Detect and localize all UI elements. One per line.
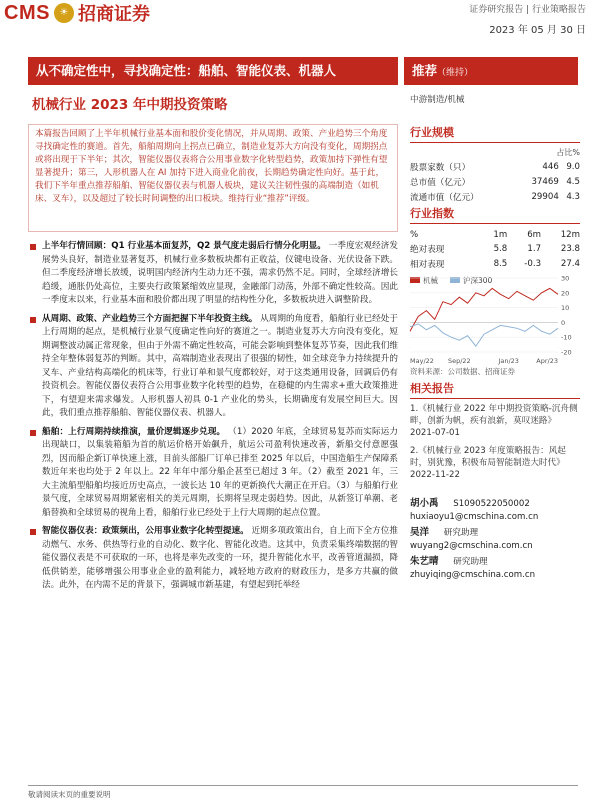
summary-box: 本篇报告回顾了上半年机械行业基本面和股价变化情况，并从周期、政策、产业趋势三个角度寻找确定性的赛道。首先，船舶周期向上拐点已确立，制造业复苏大方向没有变化，周期拐点或将出现于下半年；其次，智能仪器仪表将合公用事业数字化转型趋势，政策加持下弹性有望显著提升；第三，人形机器人在 AI 加持下进入商业化前夜，长期趋势确定性向好。基于此，我们下半年重点推荐船舶、智能仪器仪表与机器人板块，建议关注韧性强的高端制造（如机床、叉车），以及超过了较长时间调整的出口板块。维持行业“推荐”评级。	[28, 124, 398, 232]
report-subtitle-banner: 从不确定性中，寻找确定性：船舶、智能仪表、机器人	[28, 57, 398, 85]
related-reports-panel	[410, 380, 580, 487]
industry-path	[410, 93, 580, 105]
bullet-icon	[30, 430, 36, 436]
row-value: 37469	[531, 176, 559, 187]
pct-col-header: 占比%	[556, 148, 580, 157]
report-title: 机械行业 2023 年中期投资策略	[32, 97, 228, 113]
x-tick-label: Sep/22	[447, 357, 471, 365]
y-tick-label: 20	[561, 289, 570, 298]
report-type: 证券研究报告 | 行业策略报告	[469, 5, 586, 15]
industry-path-text: 中游制造/机械	[410, 95, 465, 105]
row-value: -0.3	[524, 258, 542, 269]
legend-label: 机械	[423, 276, 438, 285]
col-header: %	[410, 229, 419, 240]
y-tick-label: 0	[561, 318, 566, 327]
rating-banner	[404, 57, 578, 85]
analyst-card	[410, 498, 580, 523]
chart-source: 资料来源：公司数据、招商证券	[410, 367, 515, 376]
section-shipbuilding	[28, 426, 398, 521]
series-line-1	[410, 324, 558, 346]
y-tick-label: -10	[561, 333, 572, 342]
table-header-row	[410, 228, 580, 241]
section-body: 一季度宏观经济发展势头良好，制造业显著复苏，机械行业多数板块都有正收益，仪键电设备、光伏设备下跌。但二季度经济增长放缓，说明国内经济内生动力还不强，需求仍然不足。同时，全球经济增长趋缓，通胀仍处高位，主要央行政策紧缩效应显现，金融部门动荡，外部不确定性较高。因此一季度末以来，行业基本面和股价都出现了明显的结构性分化，多数板块进入调整阶段。	[42, 241, 398, 305]
row-value: 23.8	[560, 243, 580, 254]
row-value: 8.5	[493, 258, 508, 269]
row-value: 1.7	[527, 243, 542, 254]
x-tick-label: Apr/23	[536, 357, 558, 365]
series-line-0	[410, 288, 558, 331]
analyst-card	[410, 527, 580, 552]
page-header	[0, 0, 600, 44]
bullet-icon	[30, 244, 36, 250]
row-value: 29904	[531, 191, 559, 202]
row-label: 相对表现	[410, 259, 445, 270]
industry-scale-table	[410, 159, 580, 204]
legend-label: 沪深300	[463, 276, 493, 285]
bullet-icon	[30, 529, 36, 535]
section-lead: 上半年行情回顾：Q1 行业基本面复苏，Q2 景气度走弱后行情分化明显。	[42, 241, 326, 251]
analysts-panel	[410, 498, 580, 585]
rating-label: 推荐	[412, 63, 438, 78]
table-row	[410, 174, 580, 189]
related-report-item: 2.《机械行业 2023 年度策略报告：风起时，别犹豫，积极布局智能制造大时代》2022-11-22	[410, 446, 566, 480]
logo-text-cn: 招商证券	[77, 4, 150, 25]
industry-scale-title: 行业规模	[410, 124, 580, 143]
analyst-id: 研究助理	[453, 557, 488, 567]
report-date: 2023 年 05 月 30 日	[489, 25, 586, 36]
analyst-name: 朱艺晴	[410, 556, 439, 567]
col-header: 12m	[560, 229, 580, 240]
row-value: 27.4	[560, 258, 580, 269]
rating-note: （维持）	[437, 68, 474, 78]
analyst-id: S1090522050002	[453, 499, 530, 509]
table-row	[410, 241, 580, 256]
related-report-item: 1.《机械行业 2022 年中期投资策略-沉舟侧畔，创新为帆，疾有浪新，莫叹迷路》2021-07-01	[410, 404, 578, 438]
performance-chart	[404, 272, 580, 366]
y-tick-label: 30	[561, 274, 570, 283]
industry-scale-panel	[410, 124, 580, 204]
section-lead: 智能仪器仪表：政策频出，公用事业数字化转型提速。	[42, 526, 249, 536]
x-tick-label: Jan/23	[498, 357, 519, 365]
analyst-name: 胡小禹	[410, 498, 439, 509]
col-header: 6m	[527, 229, 542, 240]
industry-index-table	[410, 228, 580, 271]
page-footer: 敬请阅读末页的重要说明	[28, 785, 578, 800]
section-body: 从周期的角度看，船舶行业已经处于上行周期的起点，是机械行业景气度确定性向好的赛道之一。制造业复苏大方向没有变化，短期调整波动属正常现象，但由于外需不确定性较高，可能会影响到整体复苏节奏，因此我们维持全年整体弱复苏的判断。其中，高端制造业表现出了很强的韧性，如全球竞争力持续提升的叉车、产业结构高端化的机床等，行业订单和景气度都较好，对于这类通用设备，回调后仍有投资机会。智能仪器仪表符合公用事业数字化转型的趋势，在稳健的内生需求+重大政策推进下，有望迎来需求爆发。人形机器人初具 0-1 产业化的势头，长期确度有发展空间巨大。因此，我们重点推荐船舶、智能仪器仪表、机器人。	[42, 313, 398, 418]
col-header: 1m	[493, 229, 508, 240]
section-strategy	[28, 313, 398, 421]
row-pct: 9.0	[566, 161, 580, 172]
brand-logo	[4, 0, 150, 26]
table-row	[410, 256, 580, 271]
bullet-icon	[30, 317, 36, 323]
section-lead: 船舶：上行周期持续推演，量价逻辑逐步兑现。	[42, 426, 226, 437]
logo-text-en: CMS	[4, 1, 50, 24]
row-value: 446	[542, 161, 559, 172]
analyst-email[interactable]: huxiaoyu1@cmschina.com.cn	[410, 511, 539, 522]
row-label: 流通市值（亿元）	[410, 192, 479, 203]
analyst-email[interactable]: wuyang2@cmschina.com.cn	[410, 540, 533, 551]
section-body: （1）2020 年底，全球贸易复苏而实际运力出现缺口，以集装箱船为首的航运价格开始飙升，航运公司盈利快速改善，新船交付意愿强烈，因而船企新订单快速上涨，目前头部船厂订单已排至 2025 年以后，中国造船生产保障系数近年来也均处于 2 年以上。22 年年中部分船企甚至已超过 3 年。（2）截至 2021 年，三大主流船型船舶均接近历史高点，一波长达 10 年的更新换代大潮正在开启。（3）与船舶行业景气度，全球贸易周期紧密相关的美元周期，长期将呈现走弱趋势。因此，从新签订单潮、老船替换和全球贸易的视角上看，船舶行业已经处于上行大周期的起点位置。	[42, 426, 398, 518]
section-lead: 从周期、政策、产业趋势三个方面把握下半年投资主线。	[42, 313, 258, 324]
logo-badge-icon: ☀	[54, 3, 74, 23]
row-value: 5.8	[493, 243, 508, 254]
section-instruments	[28, 525, 398, 593]
analyst-id: 研究助理	[443, 528, 479, 538]
row-pct: 4.5	[566, 176, 580, 187]
industry-index-title: 行业指数	[410, 205, 580, 224]
main-content	[28, 240, 398, 598]
report-meta	[469, 2, 586, 36]
analyst-email[interactable]: zhuyiqing@cmschina.com.cn	[410, 569, 536, 580]
section-body: 近期多项政策出台，自上而下全方位推动燃气、水务、供热等行业的自动化、数字化、智能化改造。这其中，负责采集终端数据的智能仪器仪表是不可获取的一环，也将是率先改变的一环，提升智能化水平，改善管道漏损，降低供销差，能够增强公用事业企业的盈利能力，减轻地方政府的财政压力，是多方共赢的做法。此外，在内需不足的背景下，强调城市新基建，有望起到托举经	[42, 526, 398, 590]
table-row	[410, 159, 580, 174]
y-tick-label: -20	[561, 348, 572, 357]
table-row	[410, 189, 580, 204]
x-tick-label: May/22	[410, 357, 434, 365]
section-review	[28, 240, 398, 308]
y-tick-label: 10	[561, 304, 570, 313]
analyst-name: 吴洋	[410, 527, 430, 538]
row-pct: 4.3	[566, 191, 580, 202]
row-label: 股票家数（只）	[410, 162, 471, 173]
related-reports-title: 相关报告	[410, 380, 580, 399]
row-label: 绝对表现	[410, 244, 445, 255]
row-label: 总市值（亿元）	[410, 177, 471, 188]
analyst-card	[410, 556, 580, 581]
